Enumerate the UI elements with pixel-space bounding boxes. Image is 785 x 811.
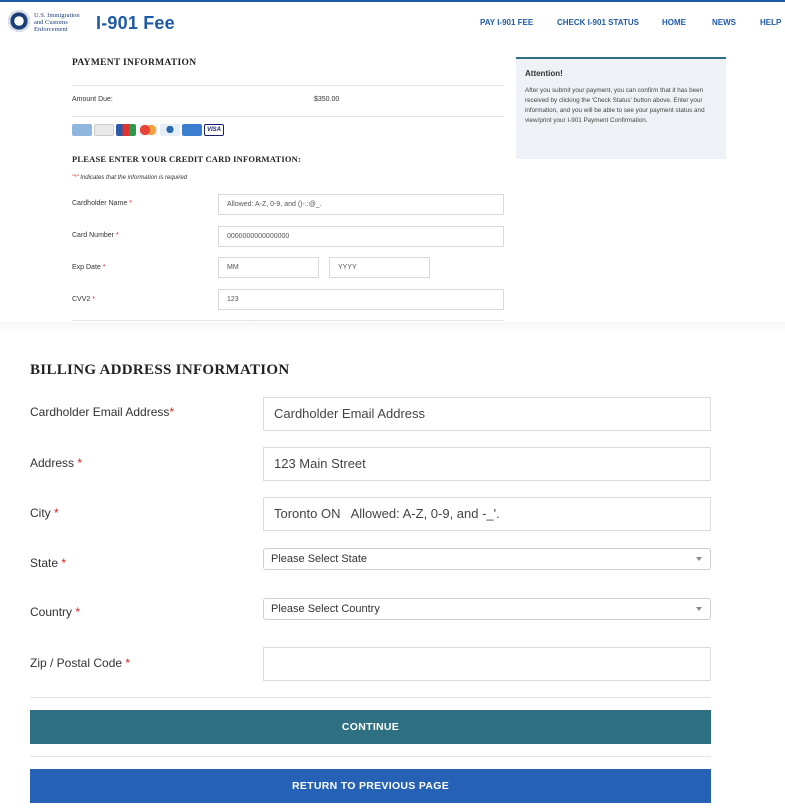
continue-button[interactable]: CONTINUE [30,710,711,744]
visa-icon: VISA [204,124,224,136]
nav-pay-fee[interactable]: PAY I-901 FEE [480,18,534,27]
amex-blue-icon [182,124,202,136]
country-label [30,605,80,619]
jcb-icon [116,124,136,136]
zip-label [30,656,130,670]
payment-info-title: PAYMENT INFORMATION [72,58,197,68]
agency-line: U.S. Immigration [34,12,80,19]
email-label [30,405,174,419]
diners-icon [160,124,180,136]
zip-input[interactable] [263,647,711,681]
label-text: Cardholder Name [72,200,128,207]
divider [72,85,504,86]
accepted-cards [72,124,224,138]
state-select[interactable] [263,548,711,570]
state-label [30,556,66,570]
required-note [72,175,187,181]
cvv-input[interactable]: 123 [218,289,504,310]
divider [72,320,504,321]
required-mark: * [129,200,132,207]
city-input[interactable]: Toronto ON Allowed: A-Z, 0-9, and -_'. [263,497,711,531]
nav-help[interactable]: HELP [760,18,782,27]
card-number-input[interactable]: 0000000000000000 [218,226,504,247]
section-separator [0,322,785,334]
exp-year-input[interactable]: YYYY [329,257,430,278]
required-mark: * [61,556,67,570]
chevron-down-icon [696,557,702,561]
required-mark: * [125,656,131,670]
site-header [0,2,785,40]
dhs-seal-icon[interactable] [8,10,30,32]
country-select[interactable] [263,598,711,620]
credit-card-title: PLEASE ENTER YOUR CREDIT CARD INFORMATION: [72,154,302,164]
label-text: Country [30,605,73,619]
divider [30,756,711,757]
address-input[interactable]: 123 Main Street [263,447,711,481]
amex-icon [72,124,92,136]
agency-line: and Customs [34,19,68,26]
attention-body: After you submit your payment, you can confirm that it has been received by clicking the 'Check Status' button above. Enter your information, and you will be able to see your payment status and view/print your I-901 Payment Confirmation. [525,87,705,124]
card-number-label [72,232,119,239]
exp-date-label [72,264,105,271]
label-text: Cardholder Email Address [30,405,170,419]
mastercard-icon [138,124,158,136]
label-text: Card Number [72,232,115,239]
billing-title: BILLING ADDRESS INFORMATION [30,362,290,378]
label-text: City [30,506,51,520]
label-text: State [30,556,59,570]
required-mark: * [54,506,59,520]
email-input[interactable]: Cardholder Email Address [263,397,711,431]
discover-icon [94,124,114,136]
country-selected-value: Please Select Country [271,603,380,615]
label-text: Exp Date [72,264,101,271]
city-label [30,506,59,520]
amount-due-label: Amount Due: [72,96,113,103]
nav-home[interactable]: HOME [662,18,686,27]
required-mark: * [115,232,119,239]
nav-check-status[interactable]: CHECK I-901 STATUS [557,18,639,27]
agency-line: Enforcement [34,26,68,33]
label-text: Zip / Postal Code [30,656,123,670]
required-mark: * [169,405,175,419]
required-note-mark: "*" [72,175,79,181]
required-mark: * [92,296,95,303]
divider [72,116,504,117]
exp-month-input[interactable]: MM [218,257,319,278]
state-selected-value: Please Select State [271,553,368,565]
return-button[interactable]: RETURN TO PREVIOUS PAGE [30,769,711,803]
attention-title: Attention! [525,69,563,78]
site-title[interactable]: I-901 Fee [96,13,175,33]
cardholder-name-input[interactable]: Allowed: A-Z, 0-9, and ()-.:@_. [218,194,504,215]
required-note-text: Indicates that the information is required [78,175,188,181]
cvv-label [72,296,95,303]
amount-due-value: $350.00 [314,96,340,103]
required-mark: * [75,605,81,619]
chevron-down-icon [696,607,702,611]
address-label [30,456,82,470]
label-text: CVV2 [72,296,91,303]
divider [30,697,711,698]
required-mark: * [102,264,106,271]
label-text: Address [30,456,75,470]
agency-name[interactable] [34,12,80,33]
nav-news[interactable]: NEWS [712,18,736,27]
required-mark: * [77,456,83,470]
cardholder-name-label [72,200,132,207]
attention-box [516,57,726,159]
